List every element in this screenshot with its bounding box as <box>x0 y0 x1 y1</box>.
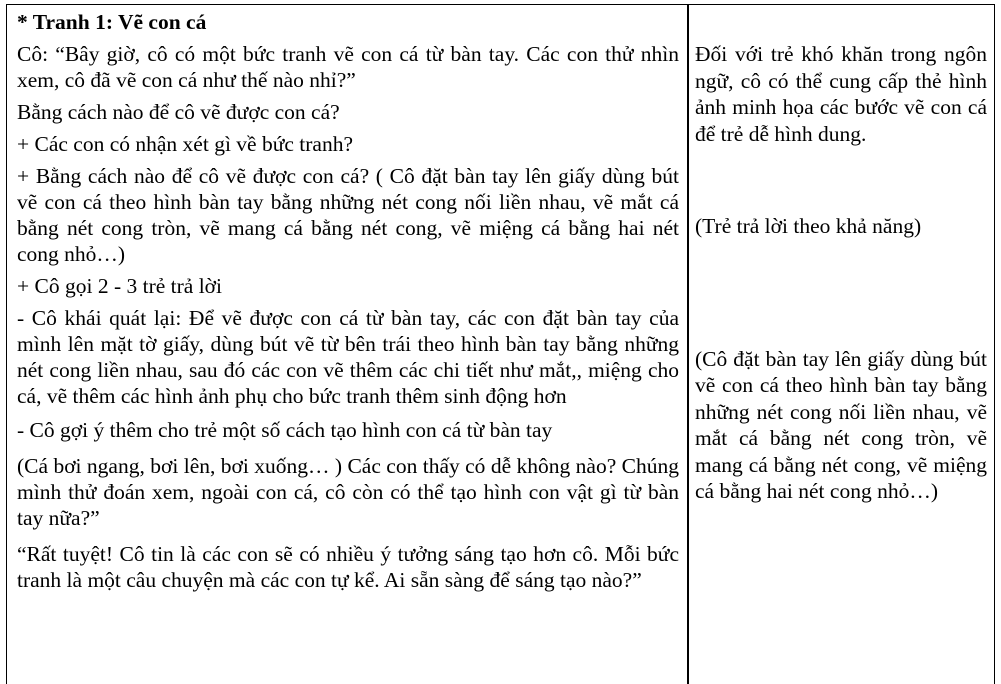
left-paragraph: Cô: “Bây giờ, cô có một bức tranh vẽ con cá từ bàn tay. Các con thử nhìn xem, cô đã vẽ con cá như thế nào nhỉ?” <box>17 42 679 92</box>
left-column <box>17 5 679 593</box>
left-paragraph: + Các con có nhận xét gì về bức tranh? <box>17 132 354 156</box>
left-paragraph: (Cá bơi ngang, bơi lên, bơi xuống… ) Các con thấy có dễ không nào? Chúng mình thử đoán xem, ngoài con cá, cô còn có thể tạo hình con vật gì từ bàn tay nữa?” <box>17 454 679 530</box>
left-paragraph: + Cô gọi 2 - 3 trẻ trả lời <box>17 274 223 298</box>
left-paragraph: + Bằng cách nào để cô vẽ được con cá? ( Cô đặt bàn tay lên giấy dùng bút vẽ con cá theo hình bàn tay bằng những nét cong nối liền nhau, vẽ mắt cá bằng nét cong tròn, vẽ mang cá bằng nét cong, vẽ miệng cá bằng hai nét cong nhỏ…) <box>17 164 679 266</box>
left-paragraph: “Rất tuyệt! Cô tin là các con sẽ có nhiều ý tưởng sáng tạo hơn cô. Mỗi bức tranh là một câu chuyện mà các con tự kể. Ai sẵn sàng để sáng tạo nào?” <box>17 542 679 592</box>
column-divider <box>687 5 689 684</box>
right-paragraph: (Trẻ trả lời theo khả năng) <box>695 214 922 238</box>
left-paragraph: - Cô gợi ý thêm cho trẻ một số cách tạo hình con cá từ bàn tay <box>17 418 553 442</box>
right-column <box>695 41 987 505</box>
right-paragraph: Đối với trẻ khó khăn trong ngôn ngữ, cô có thể cung cấp thẻ hình ảnh minh họa các bước vẽ con cá để trẻ dễ hình dung. <box>695 42 987 146</box>
lesson-table <box>6 4 995 684</box>
left-paragraph: Bằng cách nào để cô vẽ được con cá? <box>17 100 340 124</box>
right-paragraph: (Cô đặt bàn tay lên giấy dùng bút vẽ con cá theo hình bàn tay bằng những nét cong nối liền nhau, vẽ mắt cá bằng nét cong tròn, vẽ mang cá bằng nét cong, vẽ miệng cá bằng hai nét cong nhỏ…) <box>695 346 987 503</box>
section-title: * Tranh 1: Vẽ con cá <box>17 10 207 34</box>
left-paragraph: - Cô khái quát lại: Để vẽ được con cá từ bàn tay, các con đặt bàn tay của mình lên mặt tờ giấy, dùng bút vẽ từ bên trái theo hình bàn tay bằng những nét cong liền nhau, sau đó các con vẽ thêm các chi tiết như mắt,, miệng cho cá, vẽ thêm các hình ảnh phụ cho bức tranh thêm sinh động hơn <box>17 306 679 408</box>
